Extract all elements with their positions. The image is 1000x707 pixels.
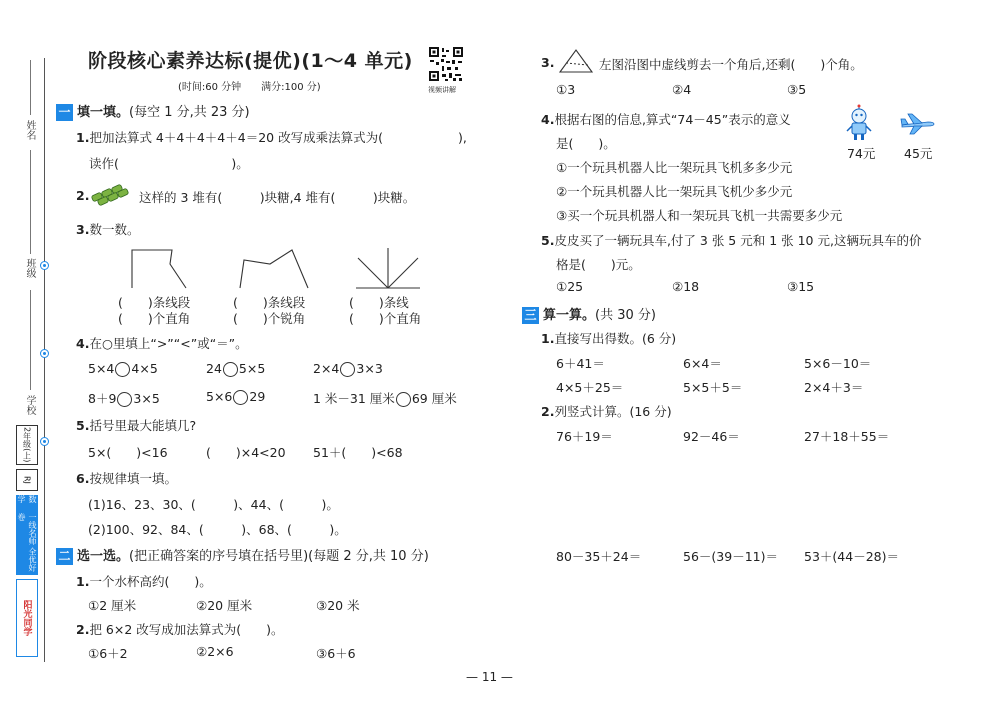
- binding-line: [44, 58, 45, 662]
- s2-q3-num: 3.: [541, 55, 555, 70]
- s1-q1-line1: 1.把加法算式 4＋4＋4＋4＋4＝20 改写成乘法算式为( ),: [76, 130, 467, 145]
- s1-q6-row: (2)100、92、84、( )、68、( )。: [88, 522, 347, 537]
- s2-q3-option: ③5: [787, 82, 807, 97]
- section1-badge: 一: [56, 104, 73, 121]
- page-title: 阶段核心素养达标(提优)(1～4 单元): [88, 50, 413, 72]
- compare-blank[interactable]: [117, 392, 132, 407]
- compare-blank[interactable]: [223, 362, 238, 377]
- s2-q5-option: ①25: [556, 279, 584, 294]
- shape-lines-figure: [128, 246, 190, 290]
- compare-blank[interactable]: [115, 362, 130, 377]
- robot-price: 74元: [847, 146, 876, 161]
- s3-q1: 1.直接写出得数。(6 分): [541, 331, 677, 346]
- shape-rays-figure: [352, 244, 424, 292]
- class-label: 班级: [24, 258, 35, 278]
- triangle-cut-figure: [558, 48, 594, 74]
- airplane-price: 45元: [904, 146, 933, 161]
- s3-q1-item: 5×5＋5＝: [683, 380, 743, 395]
- qr-caption: 视频讲解: [428, 86, 456, 94]
- s2-q5-option: ③15: [787, 279, 815, 294]
- section1-heading: 一 填一填。(每空 1 分,共 23 分): [56, 101, 250, 121]
- s1-q3-label: ( )条线: [349, 295, 409, 310]
- s3-q2-item: 53＋(44－28)＝: [804, 549, 899, 564]
- s3-q2-item: 76＋19＝: [556, 429, 613, 444]
- s1-q4-item: 5×6 29: [206, 389, 266, 404]
- compare-blank[interactable]: [233, 390, 248, 405]
- s2-q4-line2: 是( )。: [556, 136, 616, 151]
- brand-strip: [16, 425, 38, 657]
- qr-code-icon[interactable]: [428, 46, 464, 82]
- s1-q4-item: 8＋9 3×5: [88, 391, 160, 406]
- s2-q4-option: ②一个玩具机器人比一架玩具飞机少多少元: [556, 184, 793, 199]
- s2-q2-option: ③6＋6: [316, 646, 356, 661]
- s2-q1-option: ①2 厘米: [88, 598, 137, 613]
- s2-q2-option: ②2×6: [196, 644, 234, 659]
- s1-q4-item: 5×4 4×5: [88, 361, 158, 376]
- s2-q4-line1: 4.根据右图的信息,算式“74－45”表示的意义: [541, 112, 791, 127]
- s2-q1-option: ②20 厘米: [196, 598, 253, 613]
- s1-q6: 6.按规律填一填。: [76, 471, 177, 486]
- s2-q4-option: ①一个玩具机器人比一架玩具飞机多多少元: [556, 160, 793, 175]
- s1-q5: 5.括号里最大能填几?: [76, 418, 197, 433]
- s1-q5-item: 51＋( )<68: [313, 445, 403, 460]
- compare-blank[interactable]: [340, 362, 355, 377]
- s2-q2-option: ①6＋2: [88, 646, 128, 661]
- s1-q6-row: (1)16、23、30、( )、44、( )。: [88, 497, 339, 512]
- s2-q3-option: ①3: [556, 82, 576, 97]
- brand-grade: 2年级(上): [16, 425, 38, 465]
- s3-q2: 2.列竖式计算。(16 分): [541, 404, 672, 419]
- s3-q2-item: 27＋18＋55＝: [804, 429, 890, 444]
- s3-q1-item: 5×6－10＝: [804, 356, 872, 371]
- s2-q5-option: ②18: [672, 279, 700, 294]
- class-line: [30, 150, 31, 254]
- s1-q4-item: 2×4 3×3: [313, 361, 383, 376]
- candy-pile-icon: [88, 180, 134, 206]
- binding-hole: [40, 437, 49, 446]
- toy-airplane-icon: [900, 112, 936, 136]
- s2-q1: 1.一个水杯高约( )。: [76, 574, 212, 589]
- s2-q1-option: ③20 米: [316, 598, 360, 613]
- s1-q5-item: 5×( )<16: [88, 445, 168, 460]
- s3-q2-item: 56－(39－11)＝: [683, 549, 778, 564]
- s1-q3-label: ( )个直角: [349, 311, 422, 326]
- s1-q3-label: ( )个锐角: [233, 311, 306, 326]
- s3-q2-item: 92－46＝: [683, 429, 740, 444]
- school-line: [30, 290, 31, 390]
- s1-q3-label: ( )条线段: [118, 295, 191, 310]
- brand-edition: RJ: [16, 469, 38, 491]
- s2-q2: 2.把 6×2 改写成加法算式为( )。: [76, 622, 284, 637]
- shape-broken-line-figure: [236, 246, 312, 290]
- s1-q4: 4.在○里填上“>”“<”或“＝”。: [76, 336, 248, 351]
- brand-series: 数学 一线名师 全优好卷: [16, 495, 38, 575]
- s1-q2: 2.: [76, 188, 90, 203]
- s1-q3-label: ( )条线段: [233, 295, 306, 310]
- s1-q1-line2: 读作( )。: [89, 156, 249, 171]
- s2-q3-option: ②4: [672, 82, 692, 97]
- s3-q1-item: 4×5＋25＝: [556, 380, 624, 395]
- s2-q5-line2: 格是( )元。: [556, 257, 641, 272]
- s1-q3: 3.数一数。: [76, 222, 140, 237]
- s3-q2-item: 80－35＋24＝: [556, 549, 642, 564]
- s1-q2-text: 这样的 3 堆有( )块糖,4 堆有( )块糖。: [139, 190, 416, 205]
- s2-q4-option: ③买一个玩具机器人和一架玩具飞机一共需要多少元: [556, 208, 843, 223]
- s3-q1-item: 2×4＋3＝: [804, 380, 864, 395]
- toy-robot-icon: [844, 104, 874, 142]
- name-line: [30, 60, 31, 115]
- school-label: 学校: [24, 395, 35, 415]
- s1-q5-item: ( )×4<20: [206, 445, 286, 460]
- compare-blank[interactable]: [396, 392, 411, 407]
- s1-q4-item: 1 米－31 厘米 69 厘米: [313, 391, 457, 406]
- page-number: — 11 —: [466, 670, 513, 684]
- section3-heading: 三 算一算。(共 30 分): [522, 304, 656, 324]
- section2-heading: 二 选一选。(把正确答案的序号填在括号里)(每题 2 分,共 10 分): [56, 545, 429, 565]
- binding-hole: [40, 261, 49, 270]
- s1-q4-item: 24 5×5: [206, 361, 266, 376]
- name-label: 姓名: [24, 120, 35, 140]
- s3-q1-item: 6×4＝: [683, 356, 722, 371]
- s1-q3-label: ( )个直角: [118, 311, 191, 326]
- section3-badge: 三: [522, 307, 539, 324]
- s2-q5-line1: 5.皮皮买了一辆玩具车,付了 3 张 5 元和 1 张 10 元,这辆玩具车的价: [541, 233, 922, 248]
- brand-logo: 阳光同学: [16, 579, 38, 657]
- binding-hole: [40, 349, 49, 358]
- s3-q1-item: 6＋41＝: [556, 356, 605, 371]
- section2-badge: 二: [56, 548, 73, 565]
- s2-q3-text: 左图沿图中虚线剪去一个角后,还剩( )个角。: [599, 57, 863, 72]
- time-info: (时间:60 分钟 满分:100 分): [178, 82, 321, 93]
